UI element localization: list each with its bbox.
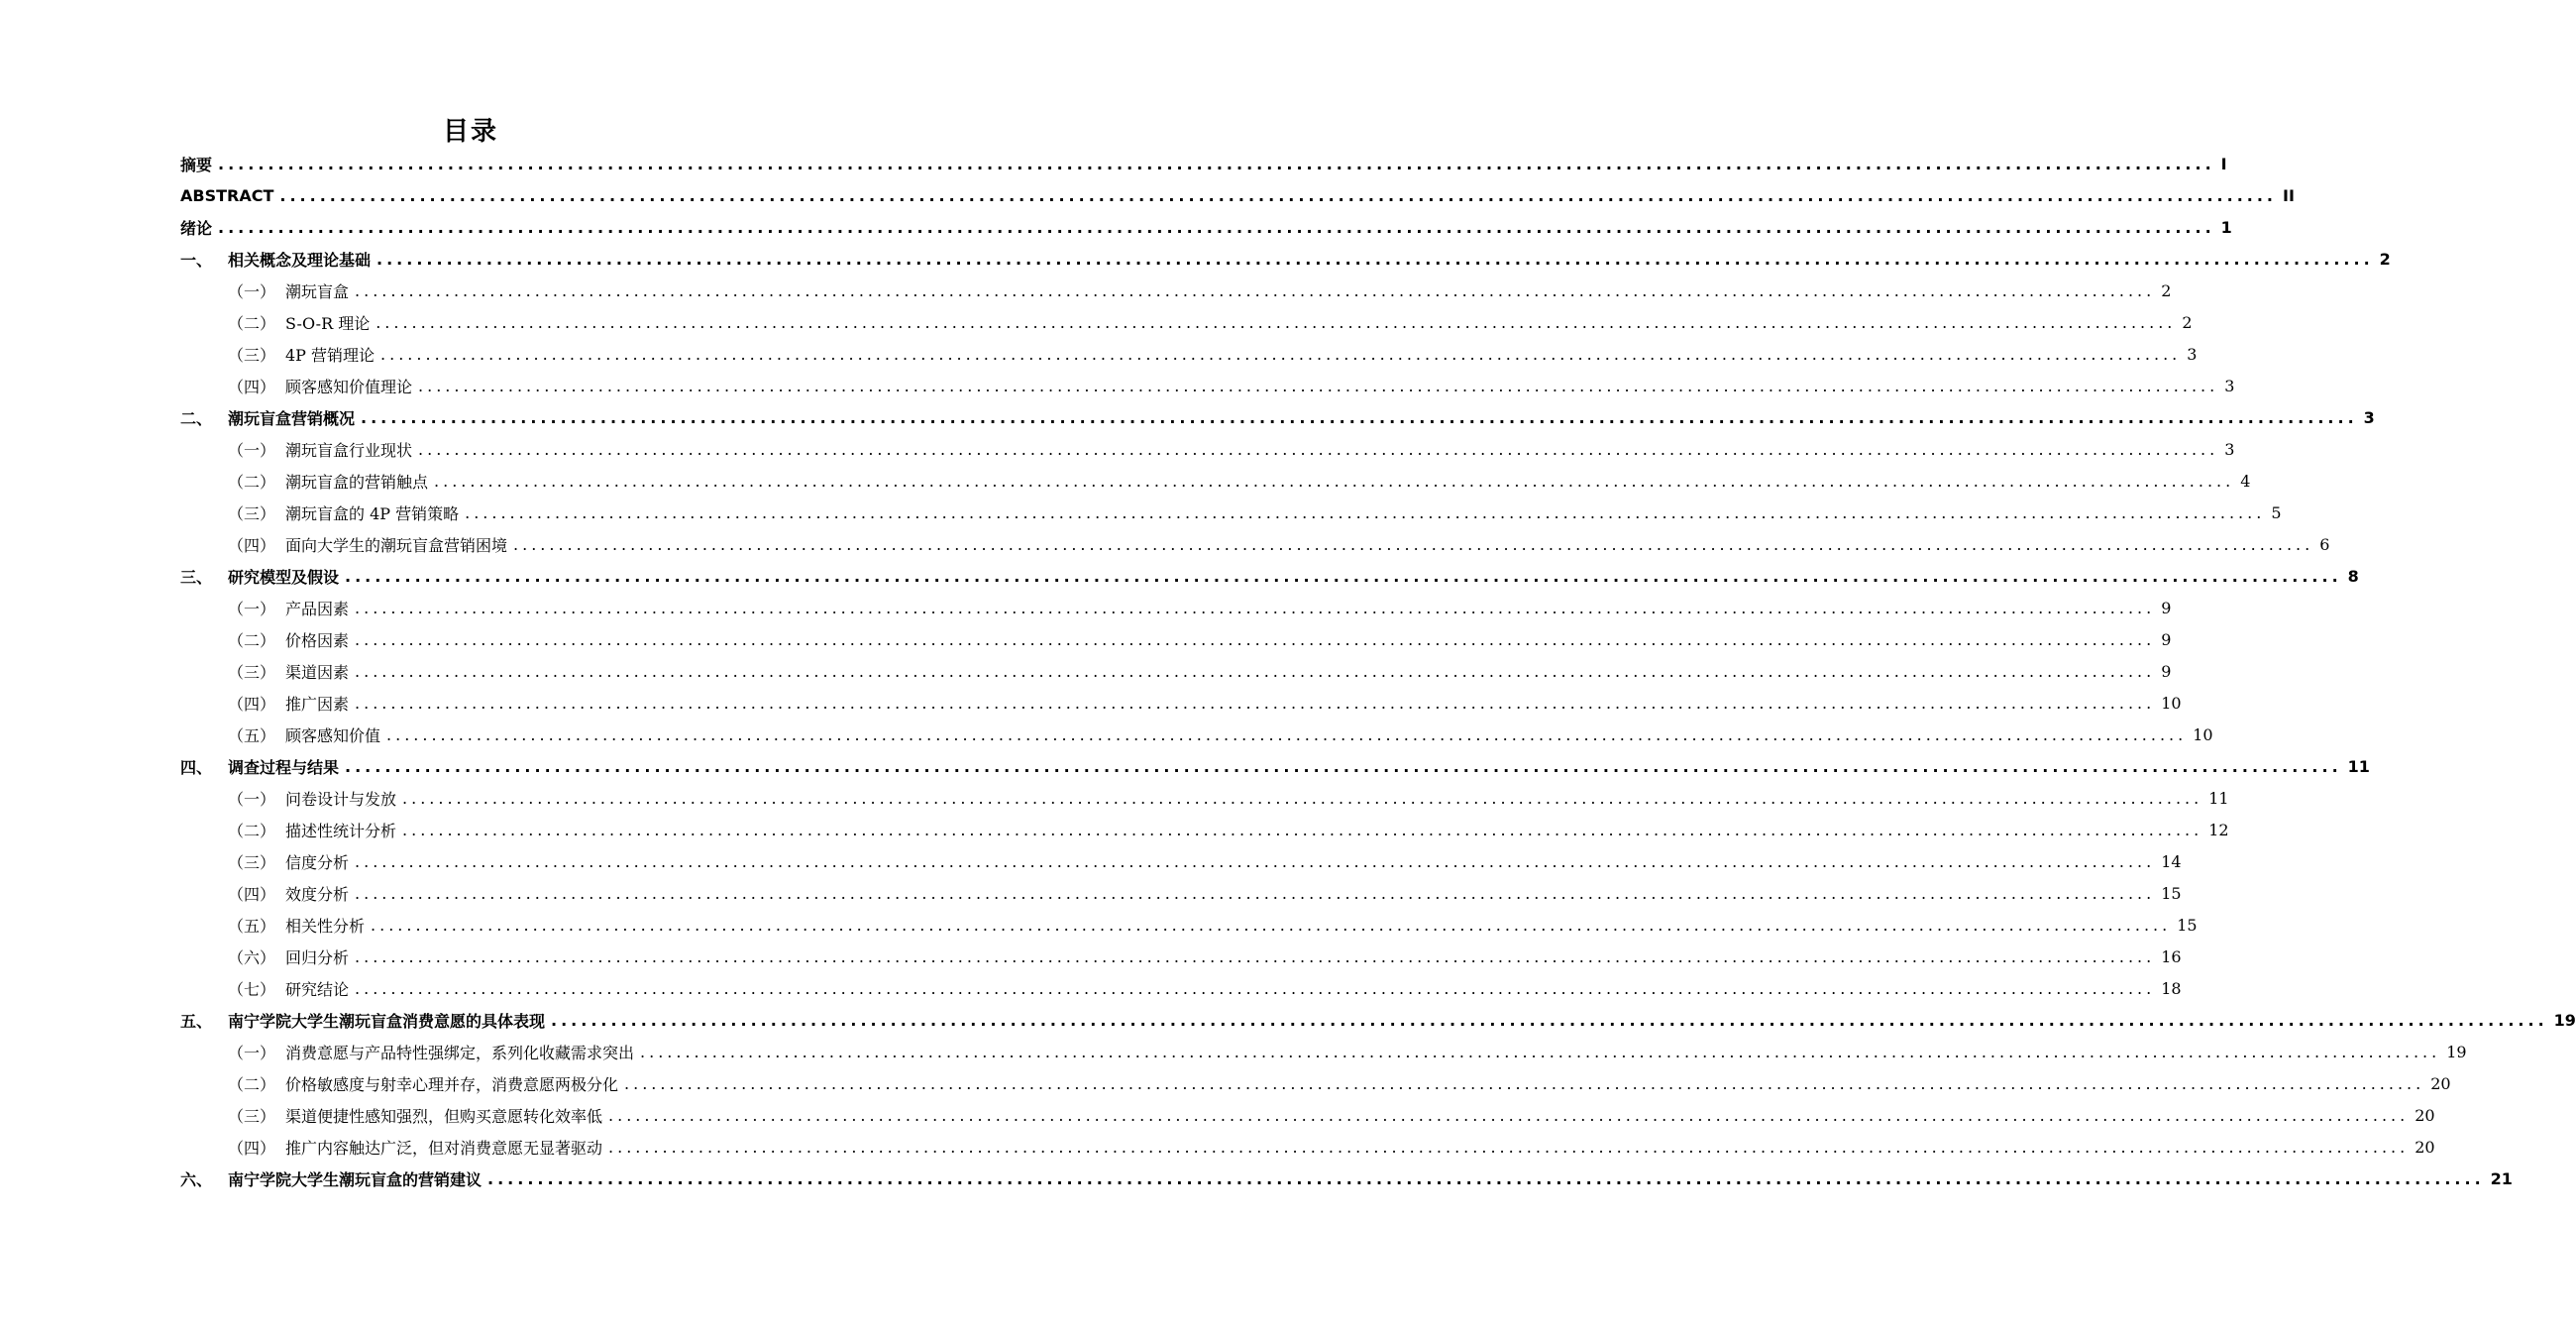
toc-entry-label: 南宁学院大学生潮玩盲盒的营销建议: [228, 1169, 483, 1189]
toc-entry-page: 3: [2224, 439, 2235, 459]
toc-entry-section[interactable]: [180, 877, 2182, 909]
toc-entry-label: 渠道便捷性感知强烈，但购买意愿转化效率低: [285, 1106, 603, 1126]
toc-entry-section[interactable]: [180, 528, 2330, 560]
toc-entry-section[interactable]: [180, 275, 2172, 306]
toc-entry-label: 南宁学院大学生潮玩盲盒消费意愿的具体表现: [228, 1011, 546, 1031]
toc-entry-chapter[interactable]: [180, 750, 2370, 782]
toc-entry-chapter[interactable]: [180, 211, 2232, 243]
toc-entry-number: （二）: [228, 1074, 276, 1094]
toc-entry-section[interactable]: [180, 814, 2229, 845]
toc-entry-label: 相关概念及理论基础: [228, 250, 372, 270]
toc-entry-number: 一、: [180, 250, 213, 270]
toc-entry-page: 2: [2182, 312, 2193, 332]
toc-entry-label: 渠道因素: [285, 662, 350, 682]
toc-entry-label: 潮玩盲盒营销概况: [228, 408, 356, 428]
toc-entry-section[interactable]: [180, 1099, 2435, 1131]
toc-entry-label: 顾客感知价值理论: [285, 377, 413, 396]
toc-entry-page: 18: [2161, 978, 2182, 998]
toc-entry-label: 研究结论: [285, 979, 350, 999]
toc-entry-number: （二）: [228, 313, 276, 333]
toc-entry-page: 19: [2446, 1042, 2467, 1061]
toc-entry-label: 4P 营销理论: [285, 345, 376, 365]
toc-entry-label: 价格敏感度与射幸心理并存，消费意愿两极分化: [285, 1074, 619, 1094]
dot-leader: ........................................................................................................................................................................................................: [608, 1105, 2410, 1125]
toc-entry-section[interactable]: [180, 338, 2198, 370]
toc-entry-number: （四）: [228, 884, 276, 904]
dot-leader: ........................................................................................................................................................................................................: [279, 185, 2277, 205]
toc-entry-section[interactable]: [180, 306, 2193, 338]
toc-entry-page: 4: [2240, 471, 2251, 491]
toc-entry-page: 6: [2319, 534, 2330, 554]
toc-entry-chapter[interactable]: [180, 401, 2375, 433]
toc-entry-page: 9: [2161, 661, 2172, 681]
toc-entry-page: 11: [2208, 788, 2229, 808]
toc-entry-page: 16: [2161, 946, 2182, 966]
toc-entry-page: 10: [2193, 724, 2213, 744]
table-of-contents: [180, 148, 2576, 1194]
toc-entry-section[interactable]: [180, 1067, 2451, 1099]
toc-entry-label: 价格因素: [285, 630, 350, 650]
toc-entry-chapter[interactable]: [180, 1004, 2576, 1036]
toc-entry-section[interactable]: [180, 687, 2182, 719]
dot-leader: ........................................................................................................................................................................................................: [355, 598, 2156, 617]
toc-entry-label: 绪论: [180, 218, 213, 238]
toc-entry-number: （一）: [228, 599, 276, 618]
toc-entry-section[interactable]: [180, 972, 2182, 1004]
toc-entry-label: 潮玩盲盒的营销触点: [285, 472, 429, 492]
toc-entry-number: （四）: [228, 694, 276, 714]
toc-entry-page: 21: [2490, 1168, 2513, 1188]
dot-leader: ........................................................................................................................................................................................................: [345, 756, 2342, 776]
dot-leader: ........................................................................................................................................................................................................: [355, 661, 2156, 681]
toc-entry-section[interactable]: [180, 370, 2235, 401]
toc-entry-number: （四）: [228, 377, 276, 396]
toc-entry-section[interactable]: [180, 497, 2282, 528]
toc-entry-page: 14: [2161, 851, 2182, 871]
dot-leader: ........................................................................................................................................................................................................: [218, 154, 2215, 173]
toc-entry-section[interactable]: [180, 433, 2235, 465]
toc-entry-number: 二、: [180, 408, 213, 428]
toc-entry-number: 六、: [180, 1169, 213, 1189]
dot-leader: ........................................................................................................................................................................................................: [418, 376, 2219, 395]
toc-entry-page: 15: [2161, 883, 2182, 903]
toc-entry-number: （一）: [228, 789, 276, 809]
dot-leader: ........................................................................................................................................................................................................: [376, 249, 2374, 269]
dot-leader: ........................................................................................................................................................................................................: [513, 534, 2314, 554]
dot-leader: ........................................................................................................................................................................................................: [434, 471, 2235, 491]
toc-entry-page: 19: [2553, 1010, 2576, 1030]
toc-entry-label: 回归分析: [285, 947, 350, 967]
toc-entry-page: 2: [2161, 280, 2172, 300]
toc-entry-section[interactable]: [180, 909, 2198, 941]
toc-entry-number: （五）: [228, 725, 276, 745]
dot-leader: ........................................................................................................................................................................................................: [376, 312, 2177, 332]
toc-entry-number: （一）: [228, 281, 276, 301]
toc-entry-label: 描述性统计分析: [285, 821, 397, 840]
toc-entry-number: 四、: [180, 757, 213, 777]
toc-entry-section[interactable]: [180, 1036, 2467, 1067]
toc-entry-chapter[interactable]: [180, 1163, 2513, 1194]
dot-leader: ........................................................................................................................................................................................................: [640, 1042, 2441, 1061]
toc-entry-label: 摘要: [180, 155, 213, 174]
toc-entry-section[interactable]: [180, 782, 2229, 814]
toc-entry-page: II: [2283, 185, 2295, 205]
toc-entry-label: 潮玩盲盒: [285, 281, 350, 301]
toc-entry-chapter[interactable]: [180, 179, 2295, 211]
toc-entry-label: ABSTRACT: [180, 185, 274, 205]
dot-leader: ........................................................................................................................................................................................................: [487, 1168, 2485, 1188]
toc-entry-section[interactable]: [180, 465, 2251, 497]
dot-leader: ........................................................................................................................................................................................................: [402, 820, 2203, 839]
toc-entry-label: 潮玩盲盒的 4P 营销策略: [285, 503, 460, 523]
toc-entry-number: （七）: [228, 979, 276, 999]
toc-entry-page: 20: [2415, 1105, 2435, 1125]
toc-entry-page: 5: [2271, 502, 2282, 522]
toc-entry-label: 推广因素: [285, 694, 350, 714]
toc-entry-number: （六）: [228, 947, 276, 967]
toc-entry-section[interactable]: [180, 1131, 2435, 1163]
toc-entry-page: 2: [2379, 249, 2391, 269]
dot-leader: ........................................................................................................................................................................................................: [218, 217, 2215, 237]
toc-entry-label: 产品因素: [285, 599, 350, 618]
toc-title: 目录: [442, 117, 498, 147]
toc-entry-page: I: [2220, 154, 2227, 173]
toc-entry-label: S-O-R 理论: [285, 313, 371, 333]
dot-leader: ........................................................................................................................................................................................................: [402, 788, 2203, 808]
toc-entry-label: 问卷设计与发放: [285, 789, 397, 809]
dot-leader: ........................................................................................................................................................................................................: [551, 1010, 2548, 1030]
toc-entry-page: 11: [2347, 756, 2370, 776]
toc-entry-number: （二）: [228, 821, 276, 840]
toc-entry-section[interactable]: [180, 592, 2172, 623]
toc-entry-page: 20: [2430, 1073, 2451, 1093]
toc-entry-page: 12: [2208, 820, 2229, 839]
toc-entry-number: （一）: [228, 440, 276, 460]
toc-entry-page: 20: [2415, 1137, 2435, 1157]
dot-leader: ........................................................................................................................................................................................................: [418, 439, 2219, 459]
toc-entry-section[interactable]: [180, 623, 2172, 655]
toc-entry-number: （四）: [228, 535, 276, 555]
toc-entry-chapter[interactable]: [180, 148, 2227, 179]
toc-entry-section[interactable]: [180, 719, 2213, 750]
toc-entry-label: 效度分析: [285, 884, 350, 904]
toc-entry-page: 3: [2224, 376, 2235, 395]
dot-leader: ........................................................................................................................................................................................................: [624, 1073, 2425, 1093]
toc-entry-number: （二）: [228, 472, 276, 492]
toc-entry-page: 9: [2161, 598, 2172, 617]
toc-entry-number: （三）: [228, 662, 276, 682]
dot-leader: ........................................................................................................................................................................................................: [345, 566, 2342, 586]
dot-leader: ........................................................................................................................................................................................................: [355, 851, 2156, 871]
toc-entry-label: 信度分析: [285, 852, 350, 872]
toc-entry-chapter[interactable]: [180, 243, 2391, 275]
toc-entry-label: 相关性分析: [285, 916, 366, 936]
toc-entry-chapter[interactable]: [180, 560, 2359, 592]
dot-leader: ........................................................................................................................................................................................................: [361, 407, 2358, 427]
toc-entry-page: 10: [2161, 693, 2182, 713]
toc-entry-number: 三、: [180, 567, 213, 587]
dot-leader: ........................................................................................................................................................................................................: [355, 978, 2156, 998]
dot-leader: ........................................................................................................................................................................................................: [386, 724, 2188, 744]
toc-entry-number: 五、: [180, 1011, 213, 1031]
dot-leader: ........................................................................................................................................................................................................: [608, 1137, 2410, 1157]
toc-entry-label: 调查过程与结果: [228, 757, 340, 777]
toc-entry-number: （三）: [228, 852, 276, 872]
dot-leader: ........................................................................................................................................................................................................: [355, 629, 2156, 649]
toc-entry-number: （二）: [228, 630, 276, 650]
toc-entry-page: 3: [2187, 344, 2198, 364]
dot-leader: ........................................................................................................................................................................................................: [371, 915, 2172, 935]
dot-leader: ........................................................................................................................................................................................................: [355, 946, 2156, 966]
toc-entry-label: 潮玩盲盒行业现状: [285, 440, 413, 460]
toc-entry-number: （三）: [228, 1106, 276, 1126]
toc-entry-page: 8: [2347, 566, 2359, 586]
toc-entry-label: 研究模型及假设: [228, 567, 340, 587]
toc-entry-number: （四）: [228, 1138, 276, 1158]
toc-entry-section[interactable]: [180, 845, 2182, 877]
toc-entry-number: （三）: [228, 503, 276, 523]
toc-entry-number: （一）: [228, 1043, 276, 1062]
toc-entry-section[interactable]: [180, 941, 2182, 972]
toc-entry-label: 顾客感知价值: [285, 725, 381, 745]
toc-entry-number: （三）: [228, 345, 276, 365]
toc-entry-section[interactable]: [180, 655, 2172, 687]
toc-entry-label: 消费意愿与产品特性强绑定，系列化收藏需求突出: [285, 1043, 635, 1062]
dot-leader: ........................................................................................................................................................................................................: [380, 344, 2182, 364]
dot-leader: ........................................................................................................................................................................................................: [355, 280, 2156, 300]
toc-entry-page: 15: [2177, 915, 2198, 935]
dot-leader: ........................................................................................................................................................................................................: [465, 502, 2266, 522]
toc-entry-page: 9: [2161, 629, 2172, 649]
toc-entry-number: （五）: [228, 916, 276, 936]
toc-entry-label: 推广内容触达广泛，但对消费意愿无显著驱动: [285, 1138, 603, 1158]
toc-entry-page: 3: [2363, 407, 2375, 427]
toc-entry-page: 1: [2220, 217, 2232, 237]
dot-leader: ........................................................................................................................................................................................................: [355, 693, 2156, 713]
toc-entry-label: 面向大学生的潮玩盲盒营销困境: [285, 535, 508, 555]
dot-leader: ........................................................................................................................................................................................................: [355, 883, 2156, 903]
